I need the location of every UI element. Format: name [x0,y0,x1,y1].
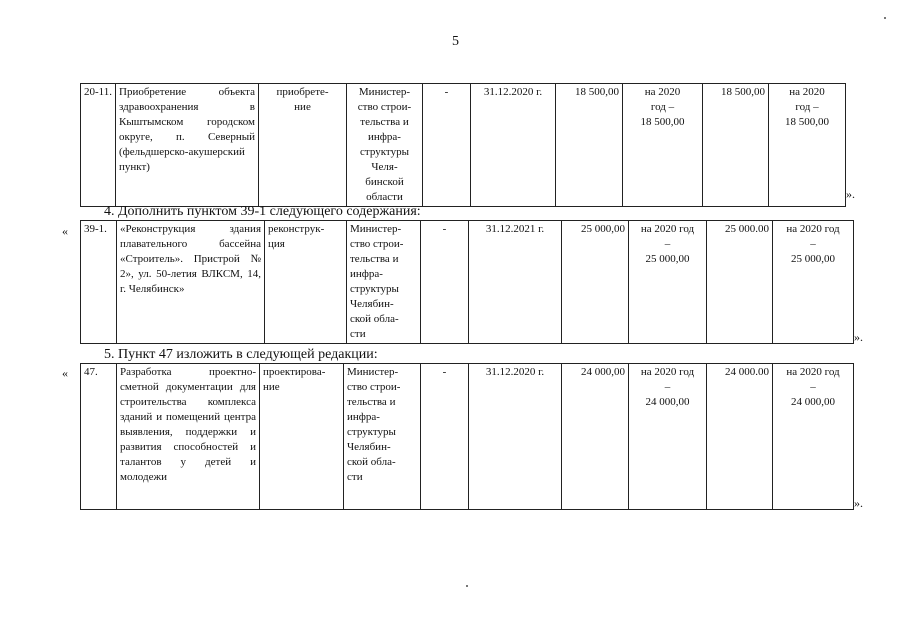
scan-speck [884,17,886,19]
ministry: Министер- ство строи- тельства и инфра- структуры Челябин- ской обла- сти [344,364,421,510]
total-amount-2: 18 500,00 [703,84,769,207]
work-type: приобрете- ние [259,84,347,207]
yearly-amount: на 2020 год – 24 000,00 [629,364,707,510]
deadline-date: 31.12.2020 г. [469,364,562,510]
page-number: 5 [452,34,459,49]
open-quote-3: « [62,366,68,380]
work-type: реконструк- ция [265,221,347,344]
row-number: 47. [81,364,117,510]
ministry: Министер- ство строи- тельства и инфра- структуры Челябин- ской обла- сти [347,221,421,344]
total-amount-2: 25 000.00 [707,221,773,344]
yearly-amount-2: на 2020 год – 25 000,00 [773,221,854,344]
dash-cell: - [421,221,469,344]
scan-speck [466,585,468,587]
row-number: 20-11. [81,84,116,207]
dash-cell: - [421,364,469,510]
object-name: Разработка проектно-сметной документации для строительства комплекса зданий и помещений центра выявления, поддержки и развития способностей и талантов у детей и молодежи [117,364,260,510]
table-row-47 [80,363,854,510]
deadline-date: 31.12.2021 г. [469,221,562,344]
object-name: Приобретение объекта здравоохранения в Кыштымском городском округе, п. Северный (фельдшерско-акушерский пункт) [116,84,259,207]
deadline-date: 31.12.2020 г. [471,84,556,207]
total-amount-2: 24 000.00 [707,364,773,510]
object-name: «Реконструкция здания плавательного бассейна «Строитель». Пристрой № 2», ул. 50-летия ВЛКСМ, 14, г. Челябинск» [117,221,265,344]
total-amount: 18 500,00 [556,84,623,207]
open-quote-2: « [62,224,68,238]
dash-cell: - [423,84,471,207]
section-heading-5: 5. Пункт 47 изложить в следующей редакции: [104,347,378,362]
yearly-amount: на 2020 год – 25 000,00 [629,221,707,344]
table-row-39-1 [80,220,854,344]
yearly-amount-2: на 2020 год – 24 000,00 [773,364,854,510]
yearly-amount: на 2020 год – 18 500,00 [623,84,703,207]
close-quote-2: ». [854,330,863,344]
table-row-20-11 [80,83,846,207]
total-amount: 24 000,00 [562,364,629,510]
total-amount: 25 000,00 [562,221,629,344]
close-quote-1: ». [846,187,855,201]
ministry: Министер- ство строи- тельства и инфра- структуры Челя- бинской области [347,84,423,207]
yearly-amount-2: на 2020 год – 18 500,00 [769,84,846,207]
section-heading-4: 4. Дополнить пунктом 39-1 следующего содержания: [104,204,421,219]
close-quote-3: ». [854,496,863,510]
row-number: 39-1. [81,221,117,344]
work-type: проектирова- ние [260,364,344,510]
